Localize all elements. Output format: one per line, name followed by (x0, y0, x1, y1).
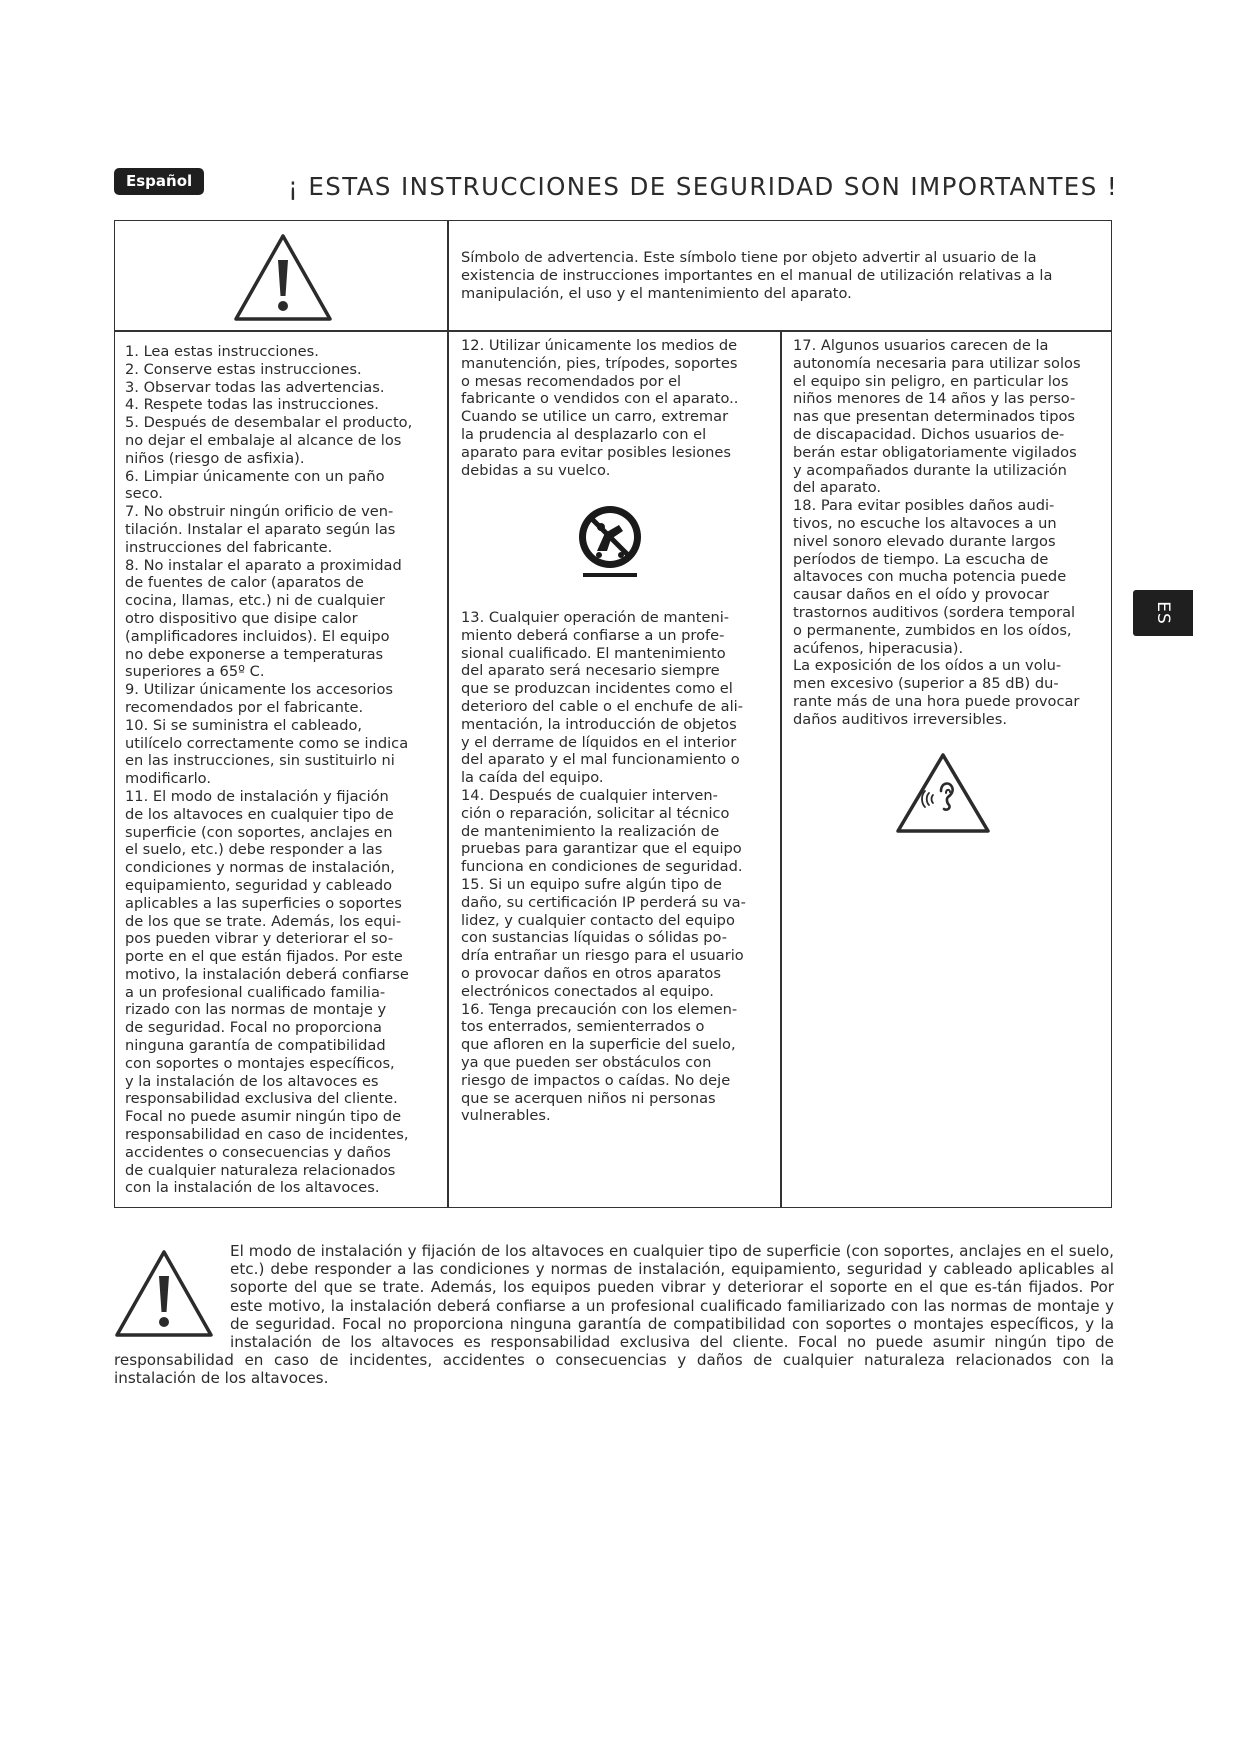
table-divider-vertical-1 (447, 221, 449, 1207)
instructions-column-2-top: 12. Utilizar únicamente los medios de manutención, pies, trípodes, soportes o mesas recomendados por el fabricante o vendidos con el aparato.. Cuando se utilice un carro, extremar la prudencia al desplazarlo con el aparato para evitar posibles lesiones debidas a su vuelco. (461, 337, 739, 479)
warning-triangle-icon (233, 232, 333, 328)
icon-spacer (114, 1242, 230, 1348)
hearing-warning-icon (895, 751, 991, 839)
language-side-tab (1133, 590, 1193, 636)
side-tab-label: ES (1153, 601, 1173, 625)
instructions-column-3: 17. Algunos usuarios carecen de la autonomía necesaria para utilizar solos el equipo sin peligro, en particular los niños menores de 14 años y las perso- nas que presentan determinados tipos de discapacidad. Dichos usuarios de- berán estar obligatoriamente vigilados y acompañados durante la utilización del aparato. 18. Para evitar posibles daños audi- tivos, no escuche los altavoces a un nivel sonoro elevado durante largos períodos de tiempo. La escucha de altavoces con mucha potencia puede causar daños en el oído y provocar trastornos auditivos (sordera temporal o permanente, zumbidos en los oídos, acúfenos, hiperacusia). La exposición de los oídos a un volu- men excesivo (superior a 85 dB) du- rante más de una hora puede provocar daños auditivos irreversibles. (793, 337, 1081, 728)
warning-symbol-description: Símbolo de advertencia. Este símbolo tiene por objeto advertir al usuario de la existencia de instrucciones importantes en el manual de utilización relativas a la manipulación, el uso y el mantenimiento del aparato. (461, 249, 1053, 302)
page-title: ¡ ESTAS INSTRUCCIONES DE SEGURIDAD SON IMPORTANTES ! (288, 172, 1119, 201)
installation-notice-text: El modo de instalación y fijación de los altavoces en cualquier tipo de superficie (con soportes, anclajes en el suelo, etc.) debe responder a las condiciones y normas de instalación, equipamiento, seguridad y cableado aplicables al soporte del que se trate. Además, los equipos pueden vibrar y deteriorar el soporte en el que es-tán fijados. Por este motivo, la instalación deberá confiarse a un profesional cualificado familiarizado con las normas de montaje y de seguridad. Focal no proporciona ninguna garantía de compatibilidad con soportes o montajes específicos, y la instalación de los altavoces es responsabilidad exclusiva del cliente. Focal no puede asumir ningún tipo de responsabilidad en caso de incidentes, accidentes o consecuencias y daños de cualquier naturaleza relacionados con la instalación de los altavoces. (114, 1242, 1114, 1388)
installation-notice (114, 1242, 1114, 1388)
table-divider-horizontal (115, 330, 1111, 332)
instructions-column-1: 1. Lea estas instrucciones. 2. Conserve estas instrucciones. 3. Observar todas las advertencias. 4. Respete todas las instrucciones. 5. Después de desembalar el producto, no dejar el embalaje al alcance de los niños (riesgo de asfixia). 6. Limpiar únicamente con un paño seco. 7. No obstruir ningún orificio de ven- tilación. Instalar el aparato según las instrucciones del fabricante. 8. No instalar el aparato a proximidad de fuentes de calor (aparatos de cocina, llamas, etc.) ni de cualquier otro dispositivo que disipe calor (amplificadores incluidos). El equipo no debe exponerse a temperaturas superiores a 65º C. 9. Utilizar únicamente los accesorios recomendados por el fabricante. 10. Si se suministra el cableado, utilícelo correctamente como se indica en las instrucciones, sin sustituirlo ni modificarlo. 11. El modo de instalación y fijación de los altavoces en cualquier tipo de superficie (con soportes, anclajes en el suelo, etc.) debe responder a las condiciones y normas de instalación, equipamiento, seguridad y cableado aplicables a las superficies o soportes de los que se trate. Además, los equi- pos pueden vibrar y deteriorar el so- porte en el que están fijados. Por este motivo, la instalación deberá confiarse a un profesional cualificado familia- rizado con las normas de montaje y de seguridad. Focal no proporciona ninguna garantía de compatibilidad con soportes o montajes específicos, y la instalación de los altavoces es responsabilidad exclusiva del cliente. Focal no puede asumir ningún tipo de responsabilidad en caso de incidentes, accidentes o consecuencias y daños de cualquier naturaleza relacionados con la instalación de los altavoces. (125, 343, 413, 1197)
language-badge: Español (114, 168, 204, 195)
cart-tip-over-icon (575, 503, 645, 587)
instructions-column-2-bottom: 13. Cualquier operación de manteni- miento deberá confiarse a un profe- sional cualificado. El mantenimiento del aparato será necesario siempre que se produzcan incidentes como el deterioro del cable o el enchufe de ali- mentación, la introducción de objetos y el derrame de líquidos en el interior del aparato y el mal funcionamiento o la caída del equipo. 14. Después de cualquier interven- ción o reparación, solicitar al técnico de mantenimiento la realización de pruebas para garantizar que el equipo funciona en condiciones de seguridad. 15. Si un equipo sufre algún tipo de daño, su certificación IP perderá su va- lidez, y cualquier contacto del equipo con sustancias líquidas o sólidas po- dría entrañar un riesgo para el usuario o provocar daños en otros aparatos electrónicos conectados al equipo. 16. Tenga precaución con los elemen- tos enterrados, semienterrados o que afloren en la superficie del suelo, ya que pueden ser obstáculos con riesgo de impactos o caídas. No deje que se acerquen niños ni personas vulnerables. (461, 609, 746, 1125)
safety-instructions-table (114, 220, 1112, 1208)
